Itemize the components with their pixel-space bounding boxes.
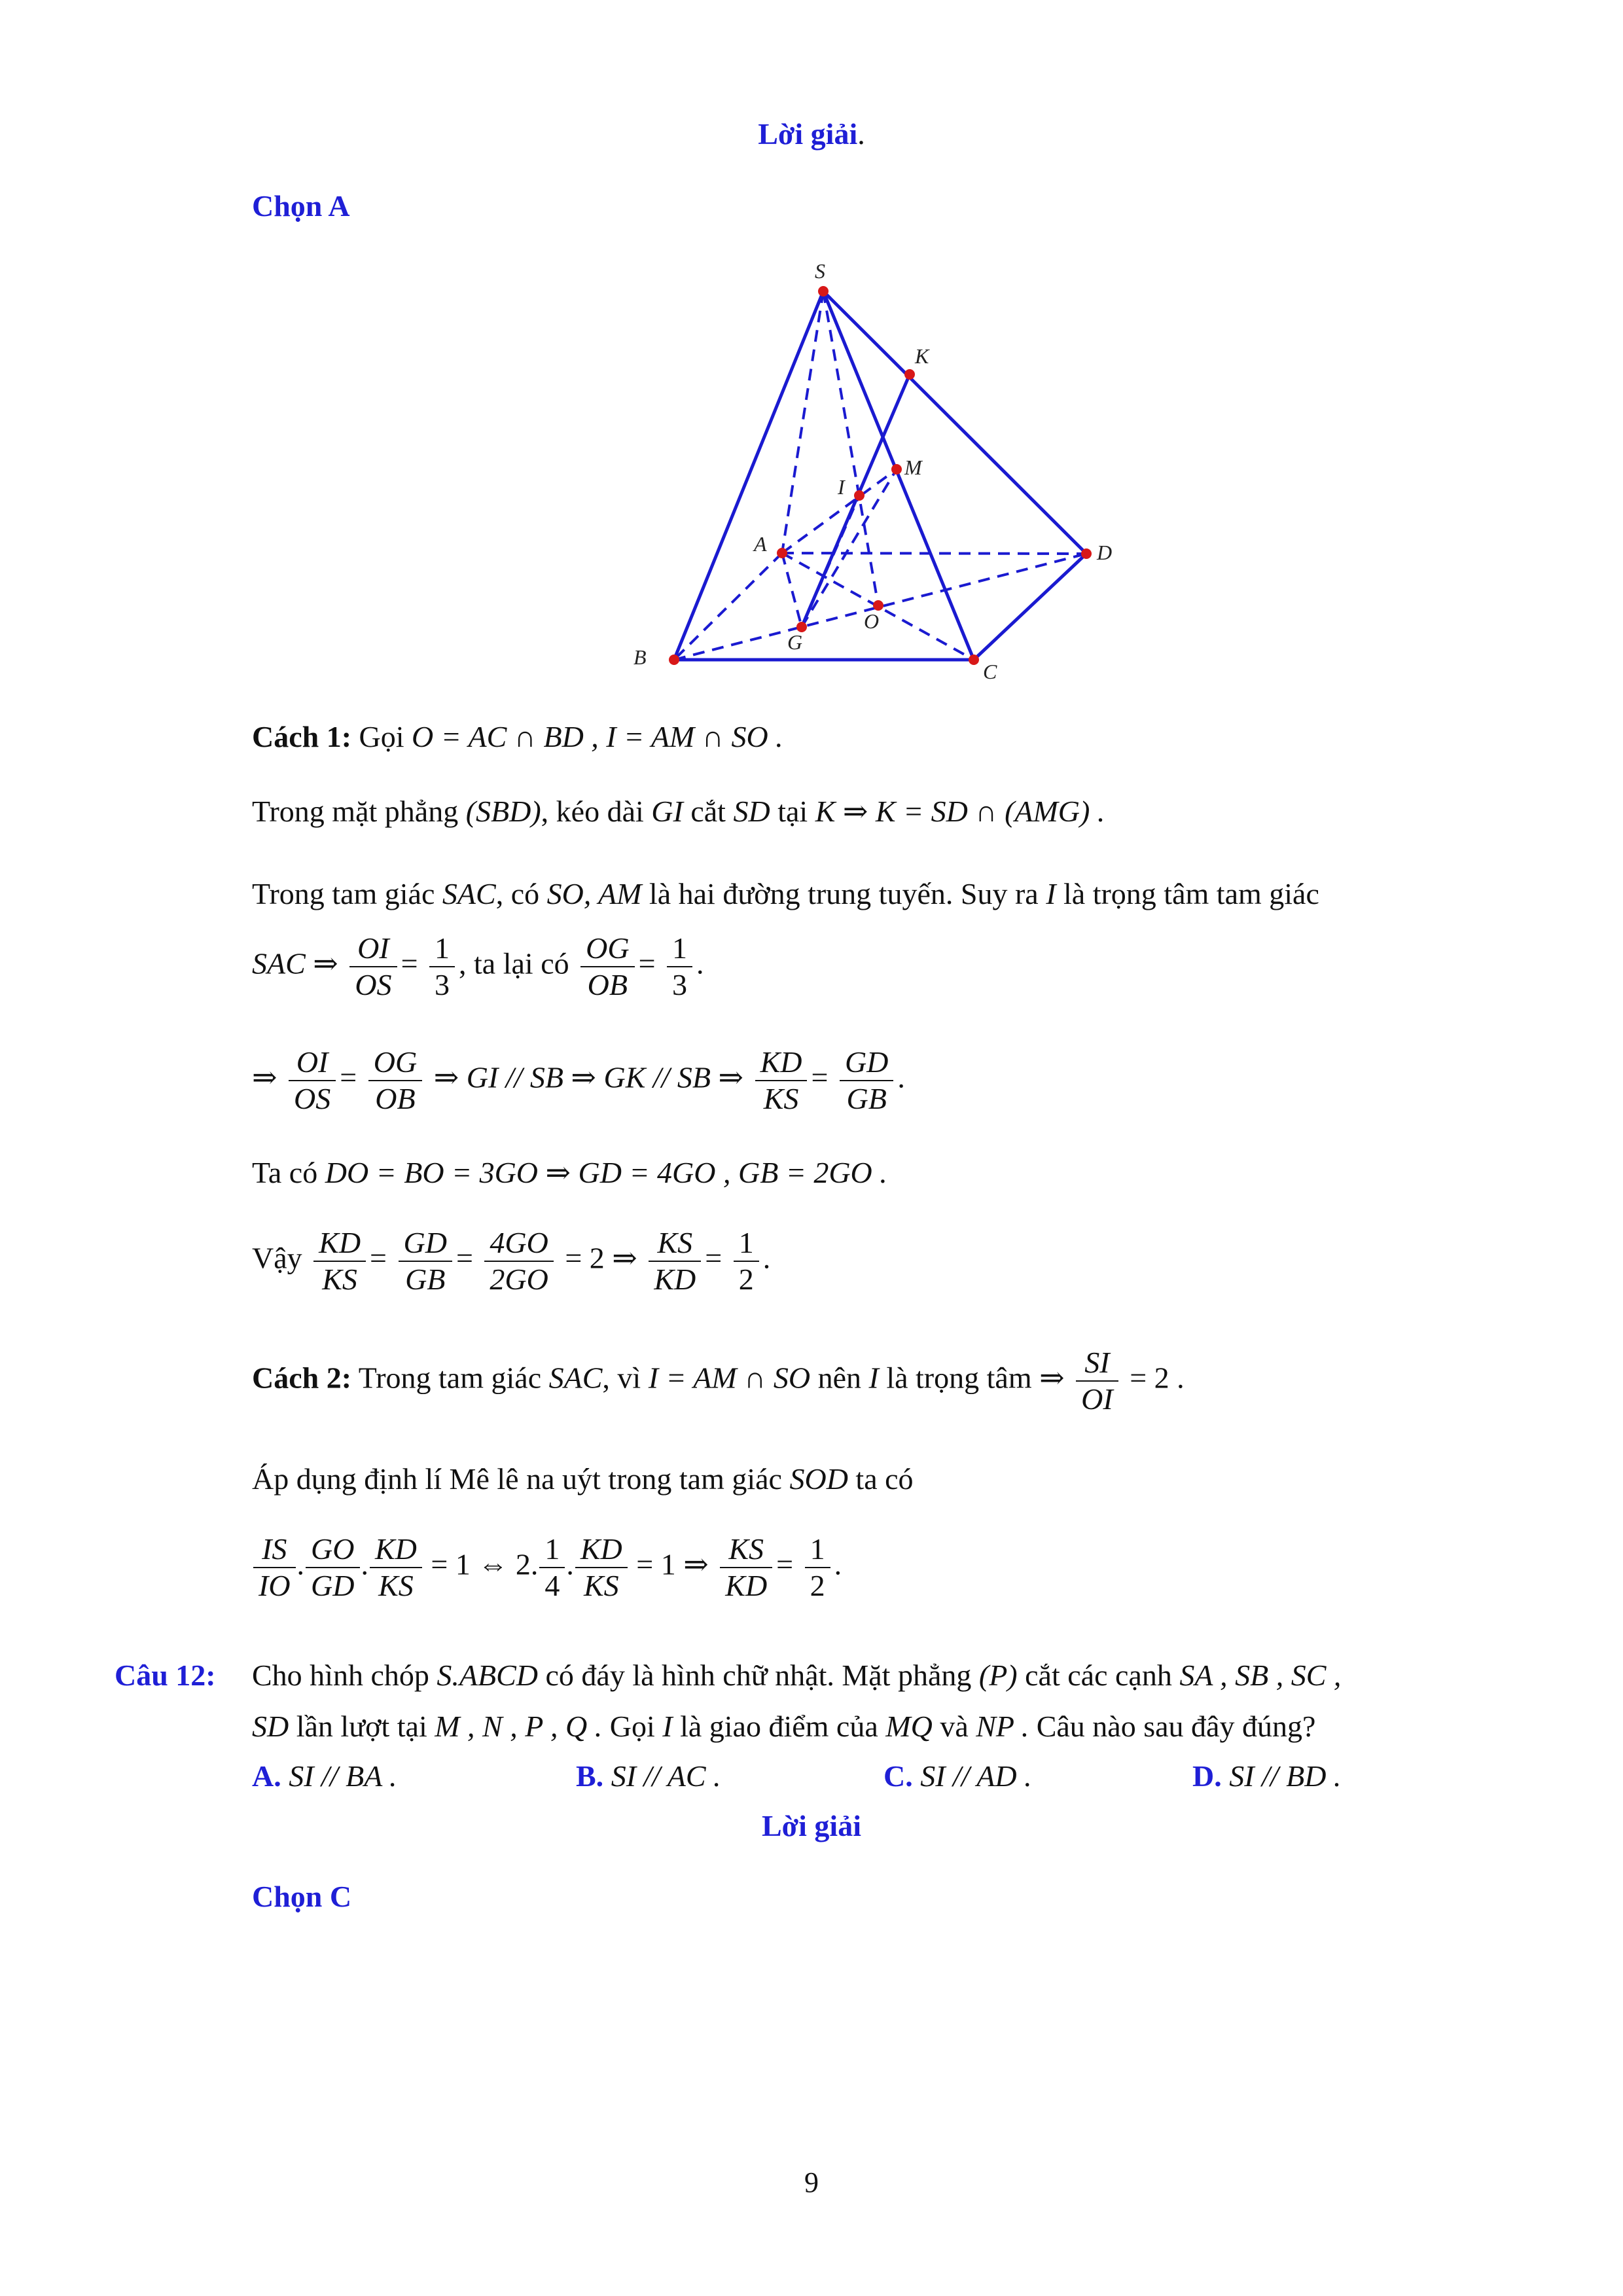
label-M: M bbox=[904, 456, 922, 479]
option-c[interactable]: C. SI // AD . bbox=[883, 1759, 1032, 1793]
point-I bbox=[854, 490, 865, 501]
point-D bbox=[1081, 548, 1092, 559]
label-I: I bbox=[838, 475, 845, 499]
label-K: K bbox=[915, 344, 929, 368]
point-K bbox=[904, 369, 915, 380]
question-label: Câu 12: bbox=[115, 1659, 216, 1692]
method2-line3: $\frac{IS}{IO}$ . $\frac{GO}{GD}$ . $\frac{KD}{KS}$ = 1 ⇔ 2. $\frac{1}{4}$ . $\frac{KD}{KS}$ = 1 ⇒ $\frac{KS}{KD}$ = $\frac{1}{2}$ . bbox=[252, 1532, 842, 1604]
method1-line4: SAC ⇒ $\frac{OI}{OS}$ = $\frac{1}{3}$ , ta lại có $\frac{OG}{OB}$ = $\frac{1}{3}$ . bbox=[252, 931, 704, 1001]
method2-line1: Cách 2: Trong tam giác SAC, vì I = AM ∩ SO nên I là trọng tâm ⇒ $\frac{SI}{OI}$ = 2 . bbox=[252, 1346, 1185, 1416]
page-number: 9 bbox=[804, 2166, 819, 2198]
method1-line7: Vậy $\frac{KD}{KS}$ = $\frac{GD}{GB}$ = $\frac{4GO}{2GO}$ = 2 ⇒ $\frac{KS}{KD}$ = $\frac{1}{2}$ . bbox=[252, 1226, 771, 1296]
label-O: O bbox=[864, 609, 880, 633]
option-b[interactable]: B. SI // AC . bbox=[576, 1759, 721, 1793]
point-B bbox=[669, 655, 679, 665]
point-S bbox=[818, 286, 829, 296]
solution-heading-1: Lời giải. bbox=[758, 117, 865, 151]
choice-label-1: Chọn A bbox=[252, 189, 350, 223]
label-G: G bbox=[787, 630, 803, 654]
method1-line6: Ta có DO = BO = 3GO ⇒ GD = 4GO , GB = 2GO . bbox=[252, 1156, 887, 1189]
question-line1: Cho hình chóp S.ABCD có đáy là hình chữ nhật. Mặt phẳng (P) cắt các cạnh SA , SB , SC , bbox=[252, 1659, 1342, 1692]
solution-heading-2: Lời giải bbox=[762, 1809, 861, 1842]
option-d[interactable]: D. SI // BD . bbox=[1192, 1759, 1342, 1793]
label-A: A bbox=[754, 532, 767, 556]
point-A bbox=[777, 548, 787, 558]
choice-label-2: Chọn C bbox=[252, 1880, 352, 1913]
point-C bbox=[969, 655, 979, 665]
question-line2: SD lần lượt tại M , N , P , Q . Gọi I là giao điểm của MQ và NP . Câu nào sau đây đúng? bbox=[252, 1710, 1316, 1743]
label-B: B bbox=[633, 645, 647, 669]
label-C: C bbox=[983, 660, 997, 683]
point-M bbox=[891, 464, 902, 475]
pyramid-figure bbox=[0, 0, 1623, 720]
method2-line2: Áp dụng định lí Mê lê na uýt trong tam giác SOD ta có bbox=[252, 1462, 914, 1496]
label-D: D bbox=[1097, 541, 1113, 564]
method1-line3: Trong tam giác SAC, có SO, AM là hai đường trung tuyến. Suy ra I là trọng tâm tam giác bbox=[252, 877, 1319, 910]
method1-line2: Trong mặt phẳng (SBD), kéo dài GI cắt SD tại K ⇒ K = SD ∩ (AMG) . bbox=[252, 795, 1105, 828]
label-S: S bbox=[815, 259, 825, 283]
method1-line5: ⇒ $\frac{OI}{OS}$ = $\frac{OG}{OB}$ ⇒ GI // SB ⇒ GK // SB ⇒ $\frac{KD}{KS}$ = $\frac{GD}{GB}$ . bbox=[252, 1045, 905, 1115]
method1-line1: Cách 1: Gọi O = AC ∩ BD , I = AM ∩ SO . bbox=[252, 720, 783, 753]
option-a[interactable]: A. SI // BA . bbox=[252, 1759, 397, 1793]
